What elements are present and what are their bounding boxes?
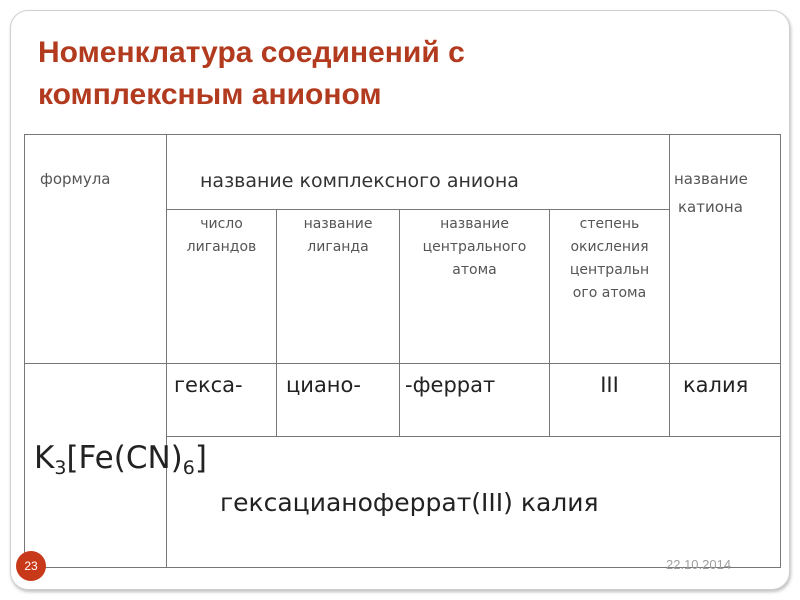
slide-date: 22.10.2014 (666, 557, 732, 572)
table-border-left (24, 134, 25, 568)
header-cation-name-line-2: катиона (678, 198, 743, 216)
page-number-badge: 23 (16, 551, 46, 581)
table-border-top (24, 134, 781, 135)
header-complex-anion-name: название комплексного аниона (200, 170, 519, 192)
slide-title-line-1: Номенклатура соединений с (38, 36, 465, 69)
subheader-ligand-count: число лигандов (186, 216, 257, 255)
cell-ligand-count: гекса- (174, 373, 243, 397)
slide-title-line-2: комплексным анионом (38, 78, 382, 111)
table-border-right (780, 134, 781, 568)
cell-central-atom: -феррат (405, 373, 496, 397)
compound-full-name: гексацианоферрат(III) калия (220, 488, 599, 517)
subheader-oxidation-state: степень окисления центральн ого атома (569, 216, 650, 301)
subheader-ligand-name: название лиганда (303, 216, 373, 255)
cell-oxidation-state: III (600, 373, 619, 397)
header-formula: формула (40, 170, 111, 188)
header-cation-name-line-1: название (674, 170, 748, 188)
table-line-subheader (166, 209, 670, 210)
table-line-header-bottom (24, 363, 781, 364)
compound-formula: $K_3[Fe(CN)_6]$ (34, 440, 207, 479)
cell-ligand-name: циано- (286, 373, 361, 397)
table-line-cation (669, 134, 670, 437)
slide-title (38, 32, 658, 116)
table-line-row-bottom (166, 436, 781, 437)
cell-cation: калия (683, 373, 749, 397)
subheader-central-atom-name: название центрального атома (422, 216, 527, 278)
nomenclature-table (24, 134, 781, 568)
table-line-formula (166, 134, 167, 568)
